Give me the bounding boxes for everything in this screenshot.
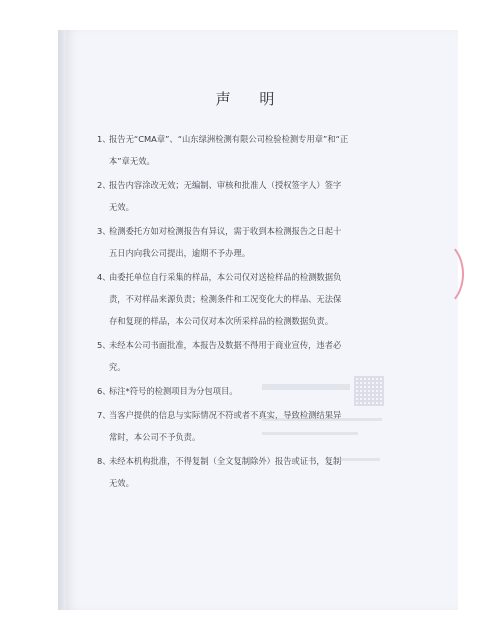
faded-watermark	[262, 376, 392, 466]
red-seal-edge	[414, 240, 464, 308]
statement-text-line: 本”章无效。	[109, 156, 155, 166]
statement-text-line: 五日内向我公司提出，逾期不予办理。	[109, 248, 251, 258]
statement-item	[97, 334, 427, 378]
statement-item	[97, 266, 427, 332]
statement-text-line: 标注*符号的检测项目为分包项目。	[109, 386, 238, 396]
statement-number: 8、	[97, 456, 111, 466]
statement-text-line: 未经本公司书面批准，本报告及数据不得用于商业宣传，违者必	[109, 340, 342, 350]
statement-number: 5、	[97, 340, 111, 350]
statement-text-line: 报告内容涂改无效；无编制、审核和批准人（授权签字人）签字	[109, 180, 342, 190]
statement-text-line: 由委托单位自行采集的样品，本公司仅对送检样品的检测数据负	[109, 272, 342, 282]
statement-item	[97, 174, 427, 218]
statement-number: 2、	[97, 180, 111, 190]
statement-text-line: 责，不对样品来源负责；检测条件和工况变化大的样品、无法保	[109, 294, 342, 304]
document-title: 声 明	[215, 90, 287, 108]
statement-number: 4、	[97, 272, 111, 282]
statement-number: 1、	[97, 134, 111, 144]
statement-text-line: 常时，本公司不予负责。	[109, 432, 201, 442]
statement-text-line: 无效。	[109, 202, 134, 212]
statement-number: 7、	[97, 410, 111, 420]
watermark-line-shape	[262, 432, 358, 435]
statement-number: 3、	[97, 226, 111, 236]
statement-text-line: 究。	[109, 362, 126, 372]
statement-text-line: 未经本机构批准，不得复制（全文复制除外）报告或证书，复制	[109, 456, 342, 466]
watermark-line-shape	[262, 418, 382, 421]
statement-text-line: 无效。	[109, 478, 134, 488]
statement-text-line: 检测委托方如对检测报告有异议，需于收到本检测报告之日起十	[109, 226, 342, 236]
watermark-line-shape	[340, 458, 380, 461]
statement-text-line: 报告无“CMA章”、“山东绿洲检测有限公司检验检测专用章”和“正	[109, 134, 349, 144]
statement-item	[97, 220, 427, 264]
watermark-heading-shape	[262, 384, 350, 390]
statement-item	[97, 128, 427, 172]
statement-text-line: 当客户提供的信息与实际情况不符或者不真实，导致检测结果异	[109, 410, 342, 420]
statement-text-line: 存和复现的样品，本公司仅对本次所采样品的检测数据负责。	[109, 316, 334, 326]
watermark-qr-shape	[354, 376, 384, 406]
statement-number: 6、	[97, 386, 111, 396]
